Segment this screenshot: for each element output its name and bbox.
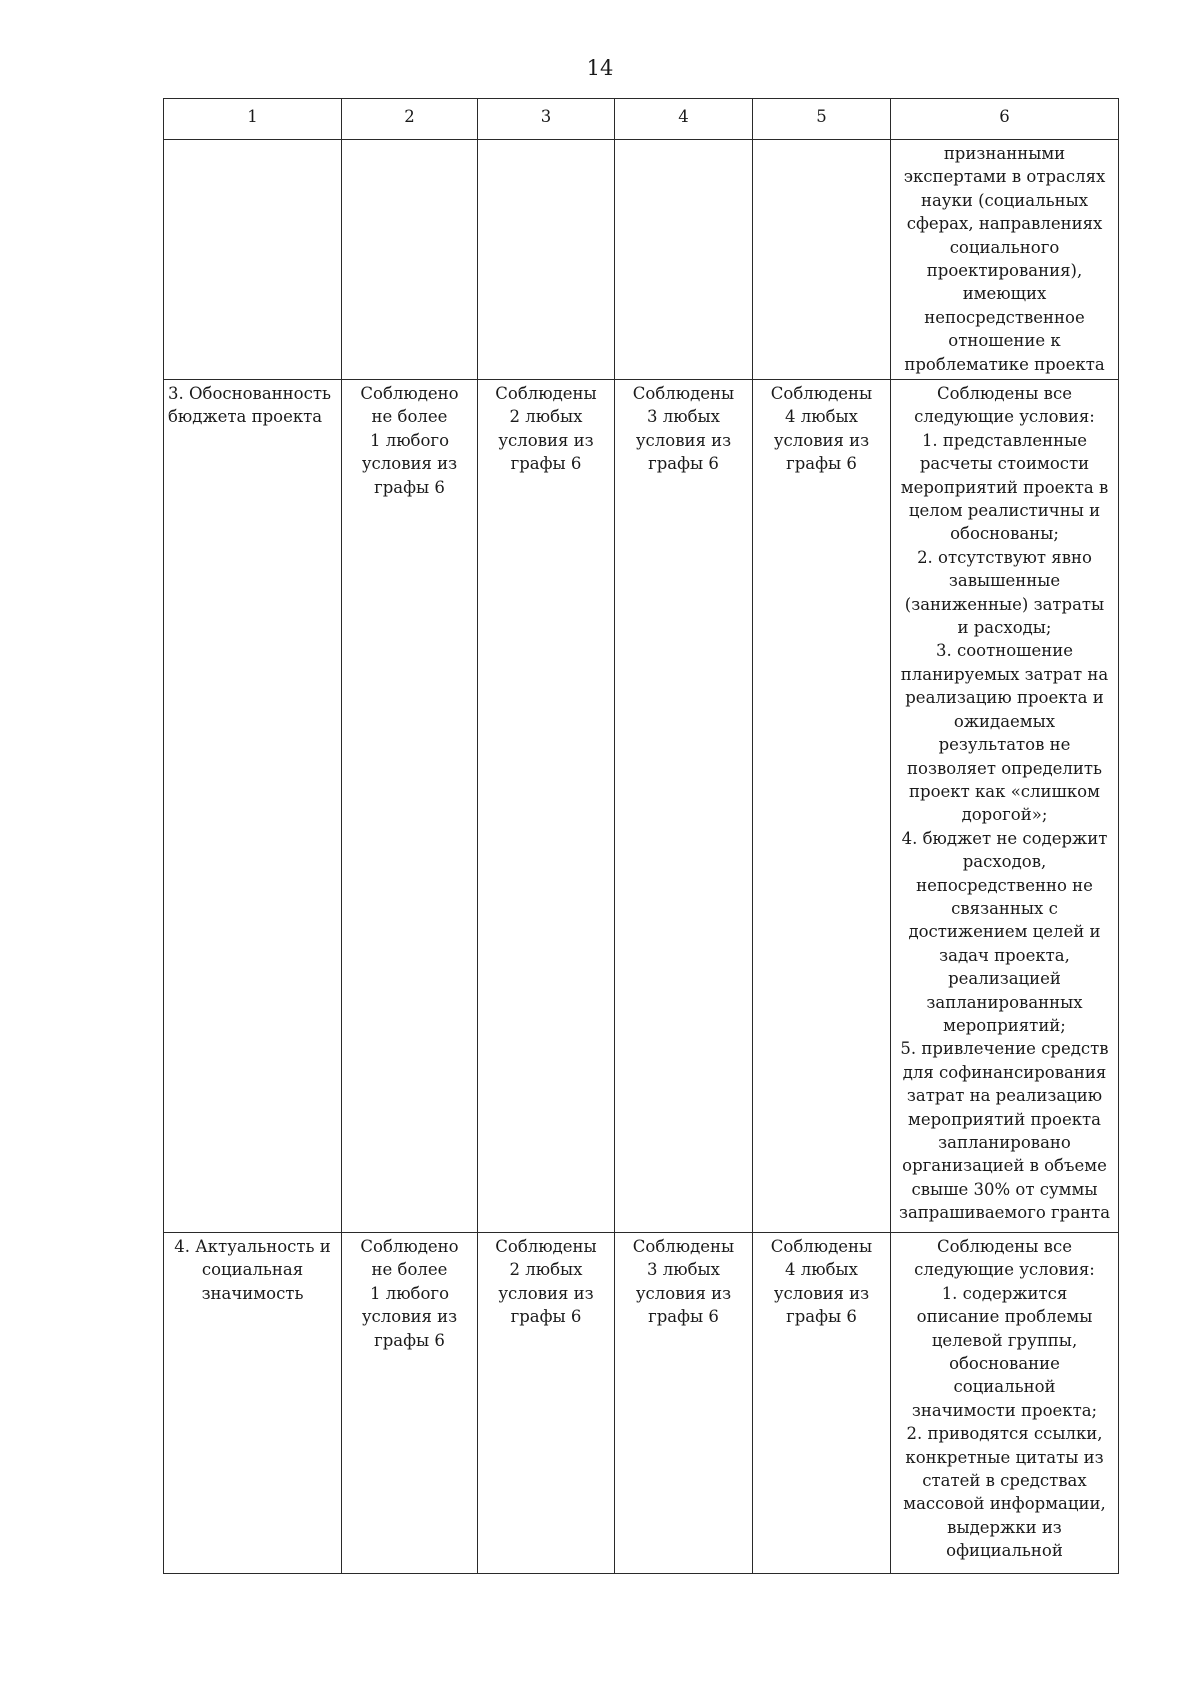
score-cell: Соблюдено не более 1 любого условия из графы 6 <box>342 380 478 1233</box>
criterion-cell: 3. Обоснованность бюджета проекта <box>164 380 342 1233</box>
table-header-row <box>164 99 1119 140</box>
score-cell: Соблюдены 2 любых условия из графы 6 <box>478 1233 615 1574</box>
conditions-cell: Соблюдены все следующие условия: 1. представленные расчеты стоимости мероприятий проекта в целом реалистичны и обоснованы; 2. отсутствуют явно завышенные (заниженные) затраты и расходы; 3. соотношение планируемых затрат на реализацию проекта и ожидаемых результатов не позволяет определить проект как «слишком дорогой»; 4. бюджет не содержит расходов, непосредственно не связанных с достижением целей и задач проекта, реализацией запланированных мероприятий; 5. привлечение средств для софинансирования затрат на реализацию мероприятий проекта запланировано организацией в объеме свыше 30% от суммы запрашиваемого гранта <box>891 380 1119 1233</box>
column-header: 5 <box>753 99 891 140</box>
score-cell <box>478 140 615 380</box>
score-cell <box>753 140 891 380</box>
score-cell: Соблюдено не более 1 любого условия из графы 6 <box>342 1233 478 1574</box>
score-cell: Соблюдены 2 любых условия из графы 6 <box>478 380 615 1233</box>
conditions-cell: Соблюдены все следующие условия: 1. содержится описание проблемы целевой группы, обоснование социальной значимости проекта; 2. приводятся ссылки, конкретные цитаты из статей в средствах массовой информации, выдержки из официальной <box>891 1233 1119 1574</box>
criterion-cell <box>164 140 342 380</box>
score-cell: Соблюдены 4 любых условия из графы 6 <box>753 380 891 1233</box>
column-header: 1 <box>164 99 342 140</box>
criteria-table <box>163 98 1119 1574</box>
conditions-cell: признанными экспертами в отраслях науки (социальных сферах, направлениях социального проектирования), имеющих непосредственное отношение к проблематике проекта <box>891 140 1119 380</box>
score-cell: Соблюдены 3 любых условия из графы 6 <box>615 1233 753 1574</box>
column-header: 4 <box>615 99 753 140</box>
score-cell <box>615 140 753 380</box>
score-cell: Соблюдены 3 любых условия из графы 6 <box>615 380 753 1233</box>
score-cell: Соблюдены 4 любых условия из графы 6 <box>753 1233 891 1574</box>
page-number: 14 <box>586 56 614 80</box>
table-row <box>164 380 1119 1233</box>
table-row <box>164 1233 1119 1574</box>
column-header: 2 <box>342 99 478 140</box>
score-cell <box>342 140 478 380</box>
column-header: 6 <box>891 99 1119 140</box>
column-header: 3 <box>478 99 615 140</box>
criterion-cell: 4. Актуальность и социальная значимость <box>164 1233 342 1574</box>
table-row <box>164 140 1119 380</box>
